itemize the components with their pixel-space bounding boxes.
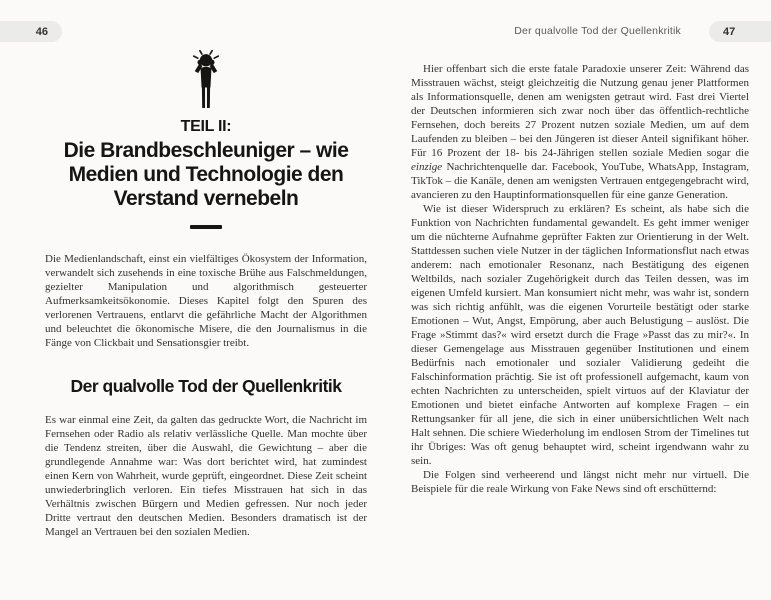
left-body-paragraph: Es war einmal eine Zeit, da galten das gedruckte Wort, die Nachricht im Fernsehen oder Radio als relativ verlässliche Quelle. Man mochte über die Tendenz streiten, über die Auswahl, die Gewichtung – aber die grundlegende Annahme war: Was dort berichtet wird, hat zumindest einen Kern von Wahrheit, wurde geprüft, eingeordnet. Diese Zeit scheint unwiederbringlich verloren. Ein tiefes Misstrauen hat sich in das Verhältnis zwischen Bürgern und Medien gefressen. Nur noch jeder Dritte vertraut den deutschen Medien. Besonders dramatisch ist der Mangel an Vertrauen bei den sozialen Medien.: [45, 414, 367, 538]
right-body-paragraph-3: Die Folgen sind verheerend und längst nicht mehr nur virtuell. Die Beispiele für die reale Wirkung von Fake News sind oft erschütternd:: [411, 469, 749, 495]
paragraph-1-italic-word: einzige: [411, 161, 443, 173]
right-body-paragraph-2: Wie ist dieser Widerspruch zu erklären? Es scheint, als habe sich die Funktion von Nachrichten fundamental gewandelt. Es geht immer weniger um die nüchterne Aufnahme geprüfter Fakten zur Orientierung in der Welt. Stattdessen suchen viele Nutzer in der täglichen Informationsflut nach etwas anderem: nach emotionaler Resonanz, nach Bestätigung des eigenen Weltbilds, nach sozialer Zugehörigkeit durch das Teilen dessen, was im eigenen Umfeld kursiert. Man konsumiert nicht mehr, was wahr ist, sondern was sich richtig anfühlt, was die eigenen Vorurteile bestätigt oder starke Emotionen – Wut, Angst, Empörung, aber auch Belustigung – auslöst. Die Frage »Stimmt das?« wird ersetzt durch die Frage »Passt das zu mir?«. In dieser Gemengelage aus Misstrauen gegenüber Institutionen und einem Bedürfnis nach emotionaler und sozialer Validierung gedeiht die Falschinformation prächtig. Sie ist oft professionell aufgemacht, kaum von echten Nachrichten zu unterscheiden, spielt virtuos auf der Klaviatur der Emotionen und bietet einfache Antworten auf komplexe Fragen – ein Rettungsanker für all jene, die sich in einer unübersichtlichen Welt nach Halt sehnen. Die schiere Wiederholung im endlosen Strom der Timelines tut ihr Übriges: Was oft genug behauptet wird, scheint irgendwann wahr zu sein.: [411, 203, 749, 467]
paragraph-1-pre: Hier offenbart sich die erste fatale Paradoxie unserer Zeit: Während das Misstrauen wächst, steigt gleichzeitig die Nutzung genau jener Plattformen als Informationsquelle, denen am wenigsten getraut wird. Fast drei Viertel der Deutschen informieren sich zwar noch über das öffentlich-rechtliche Fernsehen, doch bereits 27 Prozent nutzen soziale Medien, um auf dem Laufenden zu bleiben – bei den Jüngeren ist dieser Anteil signifikant höher. Für 16 Prozent der 18- bis 24-Jährigen stellen soziale Medien sogar die: [411, 63, 749, 159]
right-body-paragraph-1: [411, 62, 749, 202]
page-left: [45, 0, 367, 539]
part-label: TEIL II:: [180, 118, 232, 135]
section-heading: Der qualvolle Tod der Quellenkritik: [70, 376, 342, 396]
title-divider: [190, 225, 222, 229]
page-number-left: 46: [35, 25, 48, 38]
paragraph-1-post: Nachrichtenquelle dar. Facebook, YouTube, WhatsApp, Instagram, TikTok – die Kanäle, denen am wenigsten Vertrauen entgegengebracht wird, avancieren zu den Hauptinformationsquellen für eine ganze Generation.: [411, 161, 749, 201]
chapter-title: Die Brandbeschleuniger – wie Medien und Technologie den Verstand vernebeln: [63, 139, 349, 210]
right-body-column: [411, 0, 749, 496]
page-right: [411, 0, 749, 496]
chapter-intro-paragraph: Die Medienlandschaft, einst ein vielfältiges Ökosystem der Information, verwandelt sich zusehends in eine toxische Brühe aus Falschmeldungen, gezielter Manipulation und algorithmisch gesteuerter Aufmerksamkeitsökonomie. Dieses Kapitel folgt den Spuren des verlorenen Vertrauens, entlarvt die gefährliche Macht der Algorithmen und beleuchtet die ökonomische Misere, die den Journalismus in die Fänge von Clickbait und Sensationsgier treibt.: [45, 253, 367, 349]
screaming-person-icon: [45, 50, 367, 112]
running-header: Der qualvolle Tod der Quellenkritik: [514, 25, 681, 37]
page-number-right: 47: [723, 25, 736, 38]
